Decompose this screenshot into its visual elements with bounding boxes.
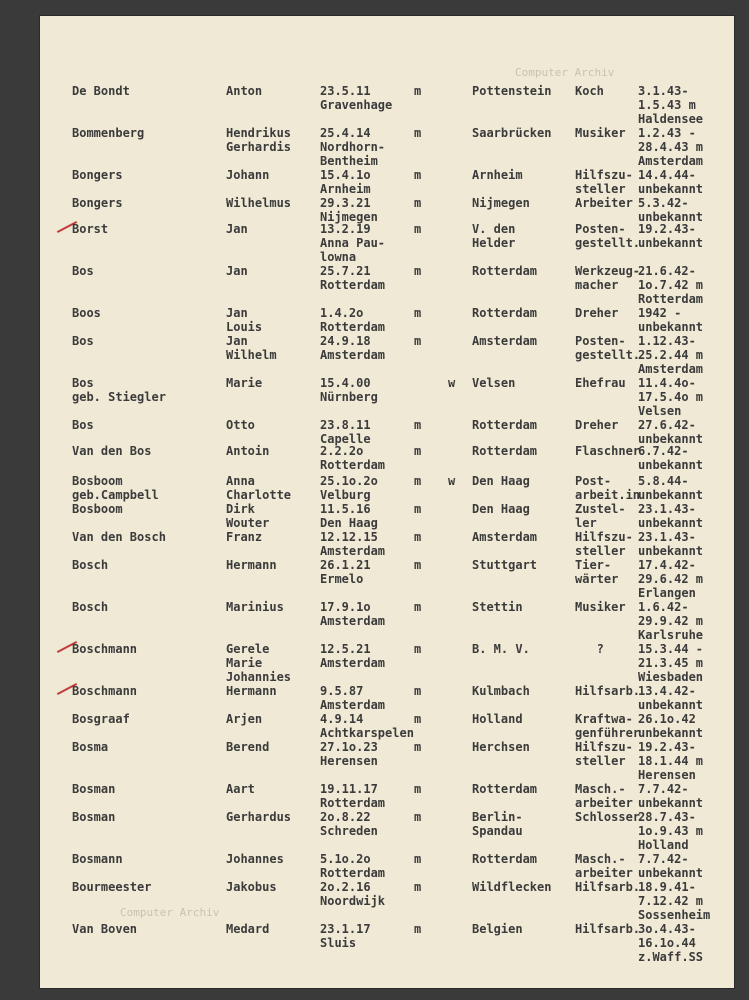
surname-cell: Bos [72,334,94,348]
surname-cell: Bourmeester [72,880,152,894]
occupation-cell: Hilfszu- steller [575,168,633,196]
birth-cell: 13.2.19 Anna Pau- lowna [320,222,386,264]
period-cell: 1.2.43 - 28.4.43 m Amsterdam [638,126,704,168]
period-cell: 23.1.43- unbekannt [638,502,704,530]
place-cell: Amsterdam [472,530,538,544]
place-cell: Pottenstein [472,84,552,98]
period-cell: 19.2.43- 18.1.44 m Herensen [638,740,704,782]
place-cell: Amsterdam [472,334,538,348]
surname-cell: Bommenberg [72,126,145,140]
faint-stamp: Computer Archiv [120,906,220,919]
occupation-cell: Hilfszu- steller [575,740,633,768]
birth-cell: 23.5.11 Gravenhage [320,84,393,112]
firstname-cell: Medard [226,922,270,936]
birth-cell: 26.1.21 Ermelo [320,558,371,586]
occupation-cell: Musiker [575,126,626,140]
surname-cell: Boschmann [72,684,138,698]
period-cell: 27.6.42- unbekannt [638,418,704,446]
occupation-cell: Dreher [575,306,619,320]
sex-cell: m [414,264,422,278]
surname-cell: Bosman [72,810,116,824]
firstname-cell: Antoin [226,444,270,458]
birth-cell: 25.1o.2o Velburg [320,474,378,502]
place-cell: Velsen [472,376,516,390]
place-cell: Den Haag [472,502,530,516]
occupation-cell: Arbeiter [575,196,633,210]
place-cell: Saarbrücken [472,126,552,140]
sex-cell: m [414,502,422,516]
birth-cell: 19.11.17 Rotterdam [320,782,386,810]
place-cell: Belgien [472,922,523,936]
sex-cell: m [414,852,422,866]
period-cell: 3.1.43- 1.5.43 m Haldensee [638,84,704,126]
place-cell: Kulmbach [472,684,530,698]
sex-cell: m [414,684,422,698]
firstname-cell: Hermann [226,558,277,572]
occupation-cell: Dreher [575,418,619,432]
surname-cell: Bongers [72,196,123,210]
surname-cell: Bosma [72,740,109,754]
surname-cell: Van Boven [72,922,138,936]
occupation-cell: Hilfszu- steller [575,530,633,558]
birth-cell: 1.4.2o Rotterdam [320,306,386,334]
place-cell: Den Haag [472,474,530,488]
period-cell: 17.4.42- 29.6.42 m Erlangen [638,558,704,600]
birth-cell: 25.7.21 Rotterdam [320,264,386,292]
firstname-cell: Anton [226,84,263,98]
surname-cell: Boschmann [72,642,138,656]
period-cell: 28.7.43- 1o.9.43 m Holland [638,810,704,852]
occupation-cell: Masch.- arbeiter [575,782,633,810]
place-cell: Rotterdam [472,418,538,432]
birth-cell: 2.2.2o Rotterdam [320,444,386,472]
firstname-cell: Marie [226,376,263,390]
birth-cell: 23.1.17 Sluis [320,922,371,950]
place-cell: Holland [472,712,523,726]
firstname-cell: Anna Charlotte [226,474,292,502]
sex-cell: m [414,168,422,182]
sex-cell: m [414,474,422,488]
firstname-cell: Jan [226,222,248,236]
sex-cell: m [414,558,422,572]
occupation-cell: Flaschner [575,444,641,458]
period-cell: 18.9.41- 7.12.42 m Sossenheim [638,880,711,922]
sex-cell: m [414,84,422,98]
firstname-cell: Berend [226,740,270,754]
period-cell: 14.4.44- unbekannt [638,168,704,196]
sex-cell: w [448,474,456,488]
firstname-cell: Wilhelmus [226,196,292,210]
sex-cell: m [414,334,422,348]
occupation-cell: Zustel- ler [575,502,626,530]
sex-cell: m [414,196,422,210]
period-cell: 3o.4.43- 16.1o.44 z.Waff.SS [638,922,704,964]
sex-cell: m [414,600,422,614]
birth-cell: 9.5.87 Amsterdam [320,684,386,712]
period-cell: 23.1.43- unbekannt [638,530,704,558]
birth-cell: 17.9.1o Amsterdam [320,600,386,628]
surname-cell: Bosmann [72,852,123,866]
sex-cell: m [414,712,422,726]
period-cell: 7.7.42- unbekannt [638,782,704,810]
surname-cell: De Bondt [72,84,130,98]
sex-cell: m [414,740,422,754]
surname-cell: Van den Bos [72,444,152,458]
occupation-cell: Ehefrau [575,376,626,390]
sex-cell: m [414,126,422,140]
faint-stamp: Computer Archiv [515,66,615,79]
birth-cell: 2o.8.22 Schreden [320,810,378,838]
period-cell: 11.4.4o- 17.5.4o m Velsen [638,376,704,418]
period-cell: 5.3.42- unbekannt [638,196,704,224]
occupation-cell: Posten- gestellt. [575,334,641,362]
period-cell: 13.4.42- unbekannt [638,684,704,712]
place-cell: Rotterdam [472,264,538,278]
firstname-cell: Jan Wilhelm [226,334,277,362]
birth-cell: 12.12.15 Amsterdam [320,530,386,558]
firstname-cell: Hermann [226,684,277,698]
firstname-cell: Marinius [226,600,284,614]
surname-cell: Bosman [72,782,116,796]
place-cell: Rotterdam [472,444,538,458]
place-cell: Wildflecken [472,880,552,894]
firstname-cell: Arjen [226,712,263,726]
surname-cell: Bosgraaf [72,712,130,726]
sex-cell: m [414,782,422,796]
firstname-cell: Gerele Marie Johannies [226,642,292,684]
sex-cell: w [448,376,456,390]
surname-cell: Van den Bosch [72,530,166,544]
place-cell: Stuttgart [472,558,538,572]
firstname-cell: Johann [226,168,270,182]
surname-cell: Bosboom geb.Campbell [72,474,159,502]
occupation-cell: Hilfsarb. [575,684,641,698]
period-cell: 1.12.43- 25.2.44 m Amsterdam [638,334,704,376]
period-cell: 1.6.42- 29.9.42 m Karlsruhe [638,600,704,642]
period-cell: 26.1o.42 unbekannt [638,712,704,740]
birth-cell: 15.4.00 Nürnberg [320,376,378,404]
occupation-cell: Koch [575,84,604,98]
firstname-cell: Jan Louis [226,306,263,334]
place-cell: Rotterdam [472,852,538,866]
place-cell: B. M. V. [472,642,530,656]
period-cell: 1942 - unbekannt [638,306,704,334]
sex-cell: m [414,530,422,544]
surname-cell: Bosch [72,600,109,614]
birth-cell: 23.8.11 Capelle [320,418,371,446]
surname-cell: Boos [72,306,101,320]
occupation-cell: Hilfsarb. [575,922,641,936]
occupation-cell: Werkzeug- macher [575,264,641,292]
surname-cell: Borst [72,222,109,236]
firstname-cell: Jan [226,264,248,278]
sex-cell: m [414,810,422,824]
surname-cell: Bongers [72,168,123,182]
period-cell: 21.6.42- 1o.7.42 m Rotterdam [638,264,704,306]
birth-cell: 5.1o.2o Rotterdam [320,852,386,880]
birth-cell: 24.9.18 Amsterdam [320,334,386,362]
firstname-cell: Gerhardus [226,810,292,824]
occupation-cell: Schlosser [575,810,641,824]
surname-cell: Bos geb. Stiegler [72,376,166,404]
firstname-cell: Dirk Wouter [226,502,270,530]
occupation-cell: Posten- gestellt. [575,222,641,250]
occupation-cell: ? [575,642,604,656]
sex-cell: m [414,880,422,894]
document-page [40,16,734,988]
occupation-cell: Masch.- arbeiter [575,852,633,880]
firstname-cell: Aart [226,782,255,796]
place-cell: Rotterdam [472,782,538,796]
firstname-cell: Jakobus [226,880,277,894]
sex-cell: m [414,306,422,320]
occupation-cell: Post- arbeit.in [575,474,641,502]
place-cell: Herchsen [472,740,530,754]
firstname-cell: Otto [226,418,255,432]
period-cell: 7.7.42- unbekannt [638,852,704,880]
birth-cell: 25.4.14 Nordhorn- Bentheim [320,126,386,168]
period-cell: 6.7.42- unbekannt [638,444,704,472]
period-cell: 15.3.44 - 21.3.45 m Wiesbaden [638,642,704,684]
sex-cell: m [414,922,422,936]
place-cell: Berlin- Spandau [472,810,523,838]
period-cell: 5.8.44- unbekannt [638,474,704,502]
firstname-cell: Johannes [226,852,284,866]
place-cell: Nijmegen [472,196,530,210]
sex-cell: m [414,222,422,236]
firstname-cell: Franz [226,530,263,544]
surname-cell: Bosch [72,558,109,572]
occupation-cell: Hilfsarb. [575,880,641,894]
sex-cell: m [414,444,422,458]
birth-cell: 11.5.16 Den Haag [320,502,378,530]
firstname-cell: Hendrikus Gerhardis [226,126,292,154]
place-cell: V. den Helder [472,222,516,250]
period-cell: 19.2.43- unbekannt [638,222,704,250]
place-cell: Arnheim [472,168,523,182]
birth-cell: 27.1o.23 Herensen [320,740,378,768]
sex-cell: m [414,642,422,656]
occupation-cell: Musiker [575,600,626,614]
occupation-cell: Kraftwa- genführer [575,712,641,740]
occupation-cell: Tier- wärter [575,558,619,586]
birth-cell: 15.4.1o Arnheim [320,168,371,196]
birth-cell: 12.5.21 Amsterdam [320,642,386,670]
surname-cell: Bos [72,418,94,432]
birth-cell: 2o.2.16 Noordwijk [320,880,386,908]
surname-cell: Bosboom [72,502,123,516]
birth-cell: 4.9.14 Achtkarspelen [320,712,414,740]
sex-cell: m [414,418,422,432]
birth-cell: 29.3.21 Nijmegen [320,196,378,224]
place-cell: Stettin [472,600,523,614]
place-cell: Rotterdam [472,306,538,320]
surname-cell: Bos [72,264,94,278]
